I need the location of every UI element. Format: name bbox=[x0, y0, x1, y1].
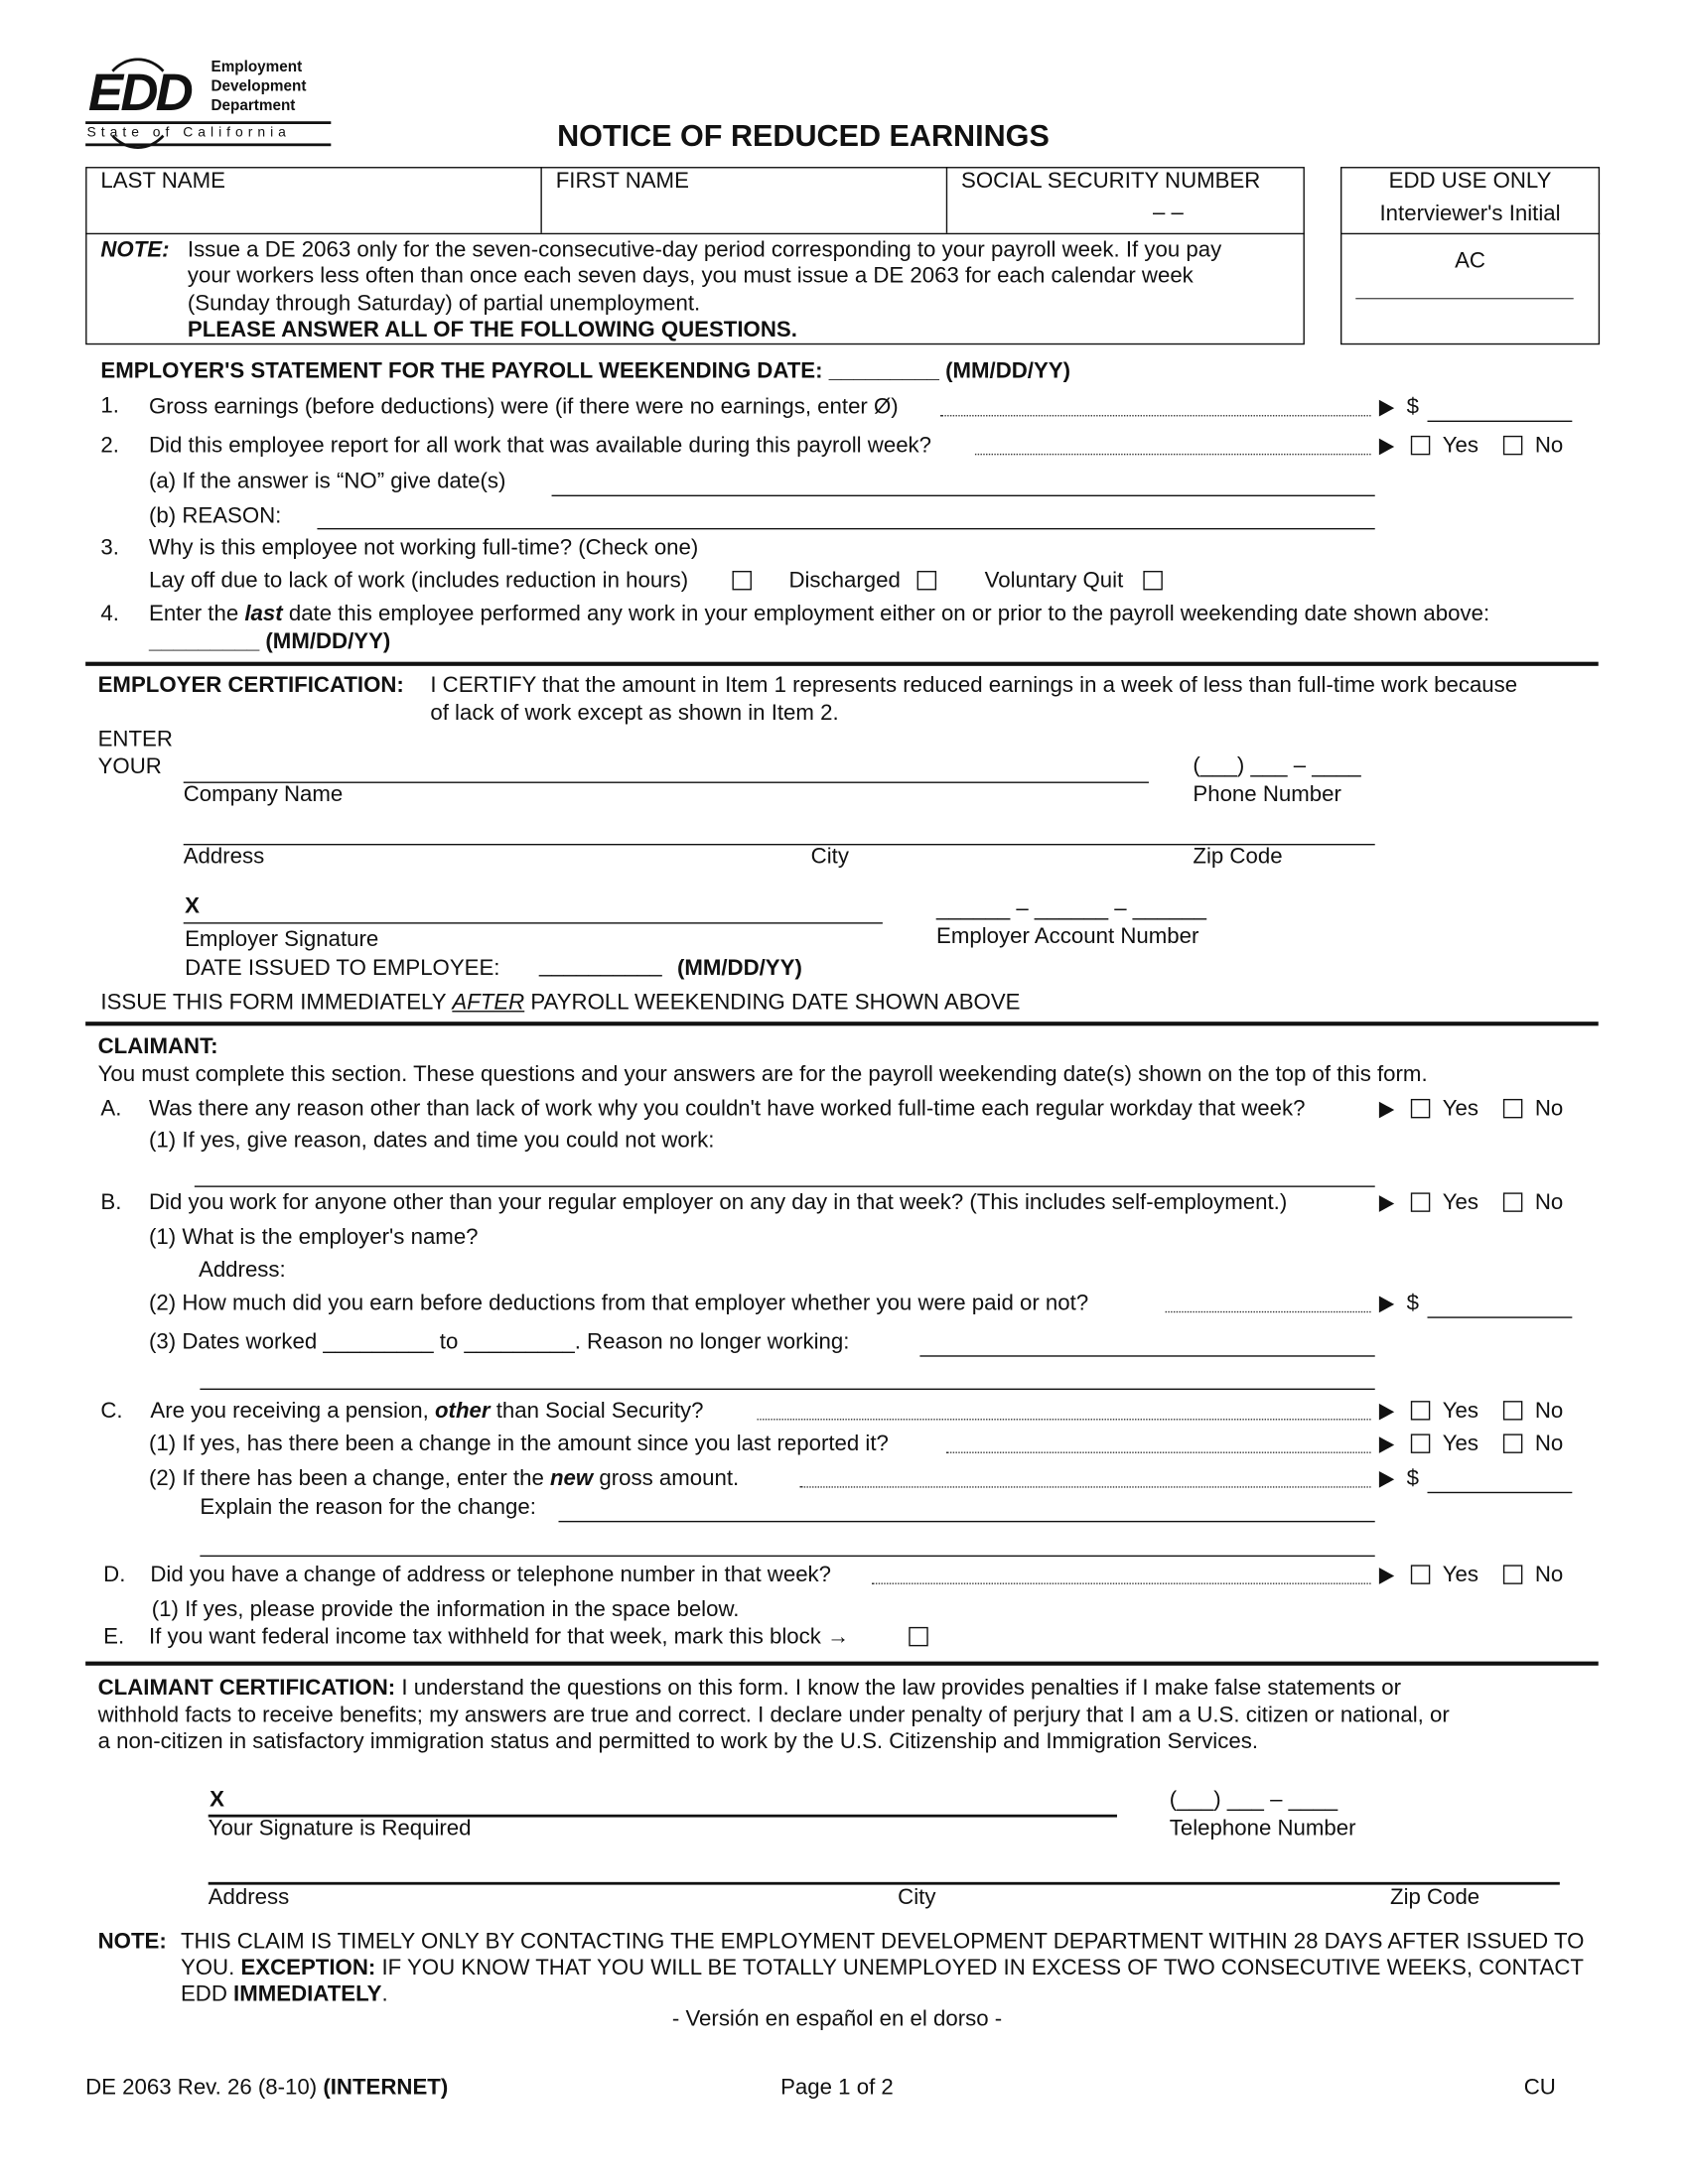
qb3-text[interactable]: (3) Dates worked _________ to _________. Reason no longer working: bbox=[149, 1330, 850, 1354]
yes-label: Yes bbox=[1442, 434, 1479, 459]
note-text: YOU. EXCEPTION: IF YOU KNOW THAT YOU WILL BE TOTALLY UNEMPLOYED IN EXCESS OF TWO CONSECUTIVE WEEKS, CONTACT bbox=[180, 1956, 1584, 1980]
leader-dots bbox=[872, 1582, 1371, 1583]
note-text: your workers less often than once each seven days, you must issue a DE 2063 for each calendar week bbox=[187, 264, 1194, 289]
date-issued-field[interactable]: __________ bbox=[539, 954, 662, 978]
logo-line1: Employment bbox=[211, 59, 303, 76]
qb1-address-label: Address: bbox=[199, 1259, 286, 1283]
address-label: Address bbox=[208, 1886, 290, 1910]
item-letter: C. bbox=[100, 1399, 123, 1424]
footer-code: CU bbox=[1523, 2076, 1556, 2101]
your-label: YOUR bbox=[97, 755, 162, 779]
employer-signature-label: Employer Signature bbox=[185, 927, 379, 952]
phone-label: Phone Number bbox=[1193, 782, 1341, 807]
leader-dots bbox=[946, 1452, 1371, 1453]
federal-tax-checkbox[interactable] bbox=[909, 1627, 927, 1646]
arrow-right-icon bbox=[1379, 1102, 1394, 1119]
qb-no-checkbox[interactable] bbox=[1503, 1192, 1522, 1211]
qb3-reason-field[interactable] bbox=[919, 1355, 1374, 1356]
dollar-sign: $ bbox=[1406, 1466, 1420, 1491]
claimant-phone-field[interactable]: (___) ___ – ____ bbox=[1169, 1788, 1338, 1813]
company-name-label: Company Name bbox=[183, 782, 344, 807]
spanish-version-note: - Versión en español en el dorso - bbox=[671, 2007, 1003, 2031]
qc-text: Are you receiving a pension, other than Social Security? bbox=[150, 1399, 704, 1424]
logo-mark: EDD bbox=[87, 65, 191, 123]
q2-yes-checkbox[interactable] bbox=[1411, 436, 1430, 455]
signature-x: X bbox=[185, 894, 200, 919]
q4-text: Enter the last date this employee performed any work in your employment either on or prior to the payroll weekending date shown above: bbox=[149, 602, 1490, 626]
item-number: 1. bbox=[100, 394, 119, 418]
city-label: City bbox=[810, 845, 849, 870]
arrow-right-icon bbox=[1379, 1195, 1394, 1212]
item-number: 3. bbox=[100, 536, 119, 560]
arrow-right-icon bbox=[1379, 1568, 1394, 1584]
q2-no-checkbox[interactable] bbox=[1503, 436, 1522, 455]
qc2-text: (2) If there has been a change, enter the new gross amount. bbox=[149, 1466, 740, 1491]
arrow-right-icon bbox=[1379, 1471, 1394, 1488]
no-label: No bbox=[1534, 1564, 1564, 1587]
q2-text: Did this employee report for all work that was available during this payroll week? bbox=[149, 434, 932, 459]
section-divider bbox=[85, 1022, 1599, 1025]
ssn-label: SOCIAL SECURITY NUMBER bbox=[961, 169, 1261, 194]
qc2-explain-field[interactable] bbox=[559, 1521, 1375, 1522]
no-label: No bbox=[1534, 1433, 1564, 1456]
date-format: (MM/DD/YY) bbox=[676, 956, 802, 981]
claimant-heading: CLAIMANT: bbox=[97, 1035, 218, 1059]
gross-earnings-field[interactable] bbox=[1428, 421, 1573, 422]
address-label: Address bbox=[183, 845, 265, 870]
arrow-right-icon bbox=[1379, 1404, 1394, 1421]
divider bbox=[540, 167, 541, 233]
yes-label: Yes bbox=[1442, 1399, 1479, 1424]
item-letter: D. bbox=[103, 1564, 126, 1587]
qd-yes-checkbox[interactable] bbox=[1411, 1565, 1430, 1583]
edd-use-only-label: EDD USE ONLY bbox=[1388, 169, 1552, 194]
zip-label: Zip Code bbox=[1193, 845, 1283, 870]
item-letter: B. bbox=[100, 1191, 122, 1215]
q2b-text: (b) REASON: bbox=[149, 504, 282, 528]
employer-account-field[interactable]: ______ – ______ – ______ bbox=[936, 897, 1206, 921]
claimant-signature-label: Your Signature is Required bbox=[208, 1817, 472, 1842]
enter-label: ENTER bbox=[97, 728, 173, 751]
qc2-amount-field[interactable] bbox=[1428, 1492, 1573, 1493]
note-label: NOTE: bbox=[100, 238, 170, 262]
qa-text: Was there any reason other than lack of work why you couldn't have worked full-time each regular workday that week? bbox=[149, 1097, 1306, 1122]
zip-label: Zip Code bbox=[1390, 1886, 1480, 1910]
qc-yes-checkbox[interactable] bbox=[1411, 1401, 1430, 1420]
qc2-explain-field-2[interactable] bbox=[200, 1556, 1374, 1557]
dollar-sign: $ bbox=[1406, 1292, 1420, 1316]
employer-signature-field[interactable] bbox=[184, 922, 883, 923]
qb2-amount-field[interactable] bbox=[1428, 1316, 1573, 1317]
yes-label: Yes bbox=[1442, 1097, 1479, 1122]
no-label: No bbox=[1534, 434, 1564, 459]
leader-dots bbox=[800, 1486, 1371, 1487]
qa1-reason-field[interactable] bbox=[195, 1185, 1375, 1186]
qb-text: Did you work for anyone other than your regular employer on any day in that week? (This includes self-employment.) bbox=[149, 1191, 1288, 1215]
last-name-label: LAST NAME bbox=[100, 169, 225, 194]
q4-date-field[interactable]: _________ (MM/DD/YY) bbox=[149, 629, 391, 654]
leader-dots bbox=[940, 415, 1370, 416]
q3-layoff-label: Lay off due to lack of work (includes reduction in hours) bbox=[149, 569, 689, 594]
qd1-text: (1) If yes, please provide the information in the space below. bbox=[151, 1597, 740, 1622]
logo-state: State of California bbox=[86, 125, 291, 141]
qb-yes-checkbox[interactable] bbox=[1411, 1192, 1430, 1211]
section-divider bbox=[85, 1662, 1599, 1666]
q2a-text: (a) If the answer is “NO” give date(s) bbox=[149, 470, 506, 494]
claimant-certification-text: withhold facts to receive benefits; my answers are true and correct. I declare under penalty of perjury that I am a U.S. citizen or national, or bbox=[97, 1704, 1450, 1728]
interviewer-initial-label: Interviewer's Initial bbox=[1379, 203, 1561, 226]
leader-dots bbox=[975, 454, 1371, 455]
arrow-right-icon bbox=[1379, 1297, 1394, 1313]
page-number: Page 1 of 2 bbox=[780, 2076, 894, 2101]
phone-field[interactable]: (___) ___ – ____ bbox=[1193, 753, 1361, 778]
yes-label: Yes bbox=[1442, 1564, 1479, 1587]
city-label: City bbox=[898, 1886, 936, 1910]
note-text: (Sunday through Saturday) of partial unemployment. bbox=[187, 292, 701, 317]
claimant-certification-text: CLAIMANT CERTIFICATION: I understand the questions on this form. I know the law provides penalties if I make false statements or bbox=[97, 1676, 1402, 1701]
arrow-right-icon bbox=[1379, 439, 1394, 456]
leader-dots bbox=[1166, 1311, 1371, 1312]
qd-text: Did you have a change of address or telephone number in that week? bbox=[150, 1564, 832, 1587]
initials-line bbox=[1355, 298, 1573, 299]
no-label: No bbox=[1534, 1097, 1564, 1122]
qb1-text: (1) What is the employer's name? bbox=[149, 1225, 479, 1250]
employer-account-label: Employer Account Number bbox=[936, 924, 1199, 949]
qb2-text: (2) How much did you earn before deductions from that employer whether you were paid or not? bbox=[149, 1292, 1089, 1316]
qc1-yes-checkbox[interactable] bbox=[1411, 1433, 1430, 1452]
q2b-reason-field[interactable] bbox=[317, 528, 1374, 529]
employer-certification-text: I CERTIFY that the amount in Item 1 represents reduced earnings in a week of less than full-time work because bbox=[430, 674, 1518, 698]
divider bbox=[85, 233, 1305, 234]
yes-label: Yes bbox=[1442, 1433, 1479, 1456]
employer-certification-label: EMPLOYER CERTIFICATION: bbox=[97, 674, 404, 698]
voluntary-quit-checkbox[interactable] bbox=[1143, 571, 1162, 590]
divider bbox=[946, 167, 947, 233]
layoff-checkbox[interactable] bbox=[733, 571, 752, 590]
no-label: No bbox=[1534, 1399, 1564, 1424]
item-letter: E. bbox=[103, 1625, 125, 1650]
qc1-no-checkbox[interactable] bbox=[1503, 1433, 1522, 1452]
ssn-field[interactable]: – – bbox=[1152, 201, 1184, 225]
note-instruction: PLEASE ANSWER ALL OF THE FOLLOWING QUESTIONS. bbox=[187, 318, 797, 342]
discharged-checkbox[interactable] bbox=[917, 571, 936, 590]
qa1-text: (1) If yes, give reason, dates and time you could not work: bbox=[149, 1129, 715, 1154]
q1-text: Gross earnings (before deductions) were (if there were no earnings, enter Ø) bbox=[149, 395, 899, 420]
dollar-sign: $ bbox=[1406, 395, 1420, 420]
form-id: DE 2063 Rev. 26 (8-10) (INTERNET) bbox=[85, 2076, 449, 2101]
item-number: 2. bbox=[100, 434, 119, 459]
q3-quit-label: Voluntary Quit bbox=[984, 569, 1124, 594]
q3-text: Why is this employee not working full-time? (Check one) bbox=[149, 536, 699, 560]
q3-discharged-label: Discharged bbox=[788, 569, 901, 594]
logo-line2: Development bbox=[211, 78, 307, 95]
note-text: Issue a DE 2063 only for the seven-consecutive-day period corresponding to your payroll week. If you pay bbox=[187, 238, 1222, 262]
claimant-intro: You must complete this section. These questions and your answers are for the payroll weekending date(s) shown on the top of this form. bbox=[97, 1062, 1428, 1087]
yes-label: Yes bbox=[1442, 1191, 1479, 1215]
first-name-label: FIRST NAME bbox=[555, 169, 689, 194]
qb3-reason-field-2[interactable] bbox=[200, 1389, 1374, 1390]
telephone-label: Telephone Number bbox=[1169, 1817, 1356, 1842]
qa-no-checkbox[interactable] bbox=[1503, 1099, 1522, 1118]
divider bbox=[1340, 233, 1600, 234]
qc1-text: (1) If yes, has there been a change in the amount since you last reported it? bbox=[149, 1433, 889, 1456]
leader-dots bbox=[758, 1419, 1371, 1420]
first-name-field[interactable] bbox=[543, 196, 943, 230]
note-label: NOTE: bbox=[97, 1930, 167, 1955]
signature-x: X bbox=[210, 1788, 224, 1813]
note-text: THIS CLAIM IS TIMELY ONLY BY CONTACTING THE EMPLOYMENT DEVELOPMENT DEPARTMENT WITHIN 28 DAYS AFTER ISSUED TO bbox=[180, 1930, 1585, 1955]
arrow-right-icon bbox=[1379, 400, 1394, 417]
claimant-address-field[interactable] bbox=[209, 1882, 1560, 1885]
page-title: NOTICE OF REDUCED EARNINGS bbox=[557, 118, 1050, 154]
employer-certification-text: of lack of work except as shown in Item 2. bbox=[430, 701, 839, 726]
employer-statement-heading: EMPLOYER'S STATEMENT FOR THE PAYROLL WEEKENDING DATE: _________ (MM/DD/YY) bbox=[100, 359, 1071, 384]
item-letter: A. bbox=[100, 1097, 122, 1122]
note-text: EDD IMMEDIATELY. bbox=[180, 1982, 388, 2006]
issue-instruction: ISSUE THIS FORM IMMEDIATELY AFTER PAYROLL WEEKENDING DATE SHOWN ABOVE bbox=[100, 991, 1021, 1016]
item-number: 4. bbox=[100, 602, 119, 626]
arrow-right-icon bbox=[1379, 1436, 1394, 1453]
claimant-certification-text: a non-citizen in satisfactory immigration status and permitted to work by the U.S. Citizenship and Immigration Services. bbox=[97, 1730, 1259, 1754]
q2a-dates-field[interactable] bbox=[552, 495, 1375, 496]
logo-line3: Department bbox=[211, 97, 296, 115]
qe-text: If you want federal income tax withheld for that week, mark this block → bbox=[149, 1625, 850, 1650]
qd-no-checkbox[interactable] bbox=[1503, 1565, 1522, 1583]
qc-no-checkbox[interactable] bbox=[1503, 1401, 1522, 1420]
no-label: No bbox=[1534, 1191, 1564, 1215]
last-name-field[interactable] bbox=[88, 196, 538, 230]
interviewer-initials[interactable]: AC bbox=[1455, 249, 1485, 274]
qc2-explain-label: Explain the reason for the change: bbox=[200, 1495, 536, 1520]
section-divider bbox=[85, 662, 1599, 666]
logo-rule bbox=[85, 143, 331, 146]
date-issued-label: DATE ISSUED TO EMPLOYEE: bbox=[185, 956, 500, 981]
qa-yes-checkbox[interactable] bbox=[1411, 1099, 1430, 1118]
